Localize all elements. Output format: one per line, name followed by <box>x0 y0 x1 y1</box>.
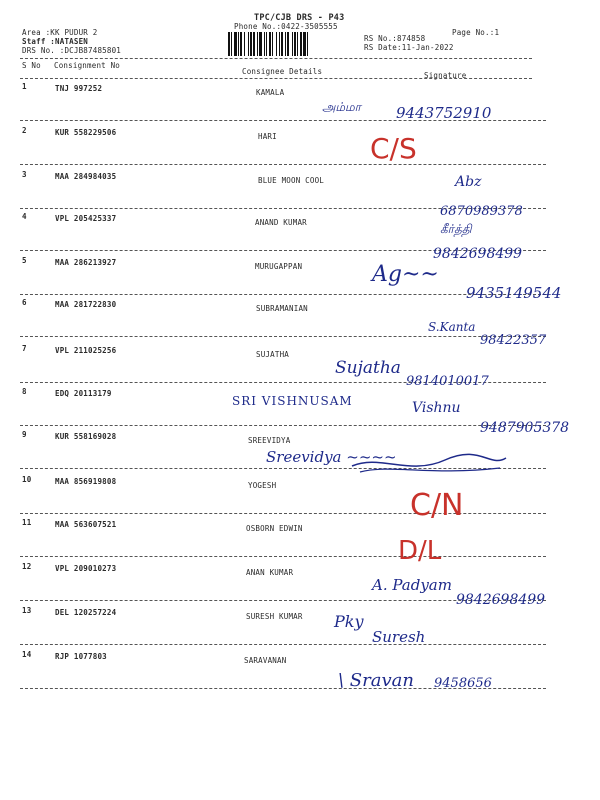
barcode-bar <box>231 32 232 56</box>
row-consignee-name: OSBORN EDWIN <box>246 524 303 533</box>
header-divider-top <box>20 58 532 59</box>
barcode-bar <box>300 32 302 56</box>
staff-label: Staff :NATASEN <box>22 37 89 46</box>
row-consignee-name: ANAND KUMAR <box>255 218 307 227</box>
barcode-bar <box>250 32 252 56</box>
barcode-bar <box>266 32 267 56</box>
row-divider <box>20 513 546 514</box>
row-sno: 4 <box>22 212 27 221</box>
row-consignment-number: MAA 281722830 <box>55 300 117 309</box>
row-sno: 1 <box>22 82 27 91</box>
signature-row-3: Abz <box>455 174 482 190</box>
document-title: TPC/CJB DRS - P43 <box>254 13 345 23</box>
signature-row-14: \ Sravan <box>338 670 414 691</box>
row-sno: 8 <box>22 387 27 396</box>
strikethrough-scribble <box>350 446 510 480</box>
row-consignee-name: ANAN KUMAR <box>246 568 294 577</box>
row-consignment-number: MAA 856919808 <box>55 477 117 486</box>
barcode-bar <box>264 32 265 56</box>
row-consignment-number: KUR 558229506 <box>55 128 117 137</box>
row-sno: 14 <box>22 650 32 659</box>
barcode-bar <box>248 32 249 56</box>
signature-row-8: Vishnu <box>412 400 461 416</box>
row-sno: 5 <box>22 256 27 265</box>
handwritten-phone-8: 9487905378 <box>480 420 570 436</box>
row-divider <box>20 164 546 165</box>
row-divider <box>20 336 546 337</box>
column-consignee: Consignee Details <box>242 67 323 76</box>
row-consignee-name: YOGESH <box>248 481 277 490</box>
handwritten-phone-7: 9814010017 <box>406 374 489 389</box>
row-sno: 9 <box>22 430 27 439</box>
row-divider <box>20 644 546 645</box>
handwritten-mark-dl: D/L <box>398 536 442 566</box>
handwritten-mark-cs: C/S <box>370 132 417 165</box>
row-consignee-name: SURESH KUMAR <box>246 612 303 621</box>
row-divider <box>20 425 546 426</box>
column-consignment: Consignment No <box>54 61 121 70</box>
column-signature: Signature <box>424 71 467 80</box>
handwritten-phone-5: 9435149544 <box>466 284 562 302</box>
row-consignment-number: MAA 563607521 <box>55 520 117 529</box>
row-consignment-number: DEL 120257224 <box>55 608 117 617</box>
signature-row-1: அம்மா <box>322 100 361 114</box>
barcode-bar <box>292 32 293 56</box>
barcode-bar <box>269 32 271 56</box>
barcode-bar <box>259 32 262 56</box>
row-consignment-number: VPL 205425337 <box>55 214 117 223</box>
row-sno: 10 <box>22 475 32 484</box>
area-label: Area :KK PUDUR 2 <box>22 28 98 37</box>
signature-row-13: Pky <box>334 612 364 631</box>
row-consignee-name: KAMALA <box>256 88 285 97</box>
barcode-bar <box>276 32 277 56</box>
row-consignee-name: BLUE MOON COOL <box>258 176 325 185</box>
row-consignee-name: HARI <box>258 132 277 141</box>
row-consignment-number: VPL 211025256 <box>55 346 117 355</box>
barcode-bar <box>294 32 296 56</box>
signature-row-6: S.Kanta <box>428 320 476 334</box>
handwritten-mark-cn: C/N <box>410 488 464 523</box>
row-consignee-name: SARAVANAN <box>244 656 287 665</box>
row-consignment-number: KUR 558169028 <box>55 432 117 441</box>
barcode-bar <box>287 32 289 56</box>
phone-number: Phone No.:0422-3505555 <box>234 22 338 31</box>
signature-row-4: கீர்த்தி <box>440 222 472 236</box>
row-consignee-name: SREEVIDYA <box>248 436 291 445</box>
row-consignment-number: MAA 286213927 <box>55 258 117 267</box>
barcode-bar <box>272 32 273 56</box>
row-sno: 13 <box>22 606 32 615</box>
barcode-bar <box>234 32 237 56</box>
row-consignee-name: SUBRAMANIAN <box>256 304 308 313</box>
handwritten-name-12: A. Padyam <box>372 576 452 594</box>
barcode-bar <box>253 32 255 56</box>
rs-number: RS No.:874858 <box>364 34 426 43</box>
row-consignee-name: SUJATHA <box>256 350 290 359</box>
row-consignment-number: VPL 209010273 <box>55 564 117 573</box>
handwritten-name-7: Sujatha <box>335 358 401 378</box>
row-consignee-name: MURUGAPPAN <box>255 262 303 271</box>
row-divider <box>20 556 546 557</box>
barcode-bar <box>285 32 286 56</box>
row-sno: 2 <box>22 126 27 135</box>
barcode-bar <box>297 32 298 56</box>
signature-row-13b: Suresh <box>372 628 426 646</box>
row-consignment-number: MAA 284984035 <box>55 172 117 181</box>
barcode-bar <box>228 32 230 56</box>
handwritten-phone-14: 9458656 <box>434 676 492 691</box>
row-consignment-number: EDQ 20113179 <box>55 389 112 398</box>
signature-row-9: Sreevidya ~~~~ <box>266 448 397 466</box>
column-sno: S No <box>22 61 41 70</box>
row-sno: 7 <box>22 344 27 353</box>
handwritten-phone-1: 9443752910 <box>396 104 492 122</box>
row-consignment-number: TNJ 997252 <box>55 84 103 93</box>
drs-number: DRS No. :DCJB87485801 <box>22 46 122 55</box>
barcode-image <box>226 31 354 57</box>
rs-date: RS Date:11-Jan-2022 <box>364 43 454 52</box>
barcode-bar <box>307 32 308 56</box>
handwritten-phone-12: 9842698499 <box>456 592 546 608</box>
header-divider-bottom <box>20 78 532 79</box>
barcode-bar <box>279 32 280 56</box>
handwritten-phone-6: 98422357 <box>480 333 547 348</box>
barcode-bar <box>244 32 245 56</box>
handwritten-phone-4b: 9842698499 <box>433 246 523 262</box>
barcode-bar <box>238 32 239 56</box>
barcode-bar <box>240 32 242 56</box>
handwritten-name-8: SRI VISHNUSAM <box>232 394 353 408</box>
barcode-bar <box>303 32 306 56</box>
handwritten-phone-4: 6870989378 <box>440 204 523 219</box>
barcode-bar <box>257 32 258 56</box>
row-consignment-number: RJP 1077803 <box>55 652 107 661</box>
page-number: Page No.:1 <box>452 28 500 37</box>
barcode-bar <box>281 32 283 56</box>
row-sno: 11 <box>22 518 32 527</box>
row-sno: 3 <box>22 170 27 179</box>
row-sno: 12 <box>22 562 32 571</box>
signature-row-5: Ag~~ <box>372 262 439 287</box>
row-sno: 6 <box>22 298 27 307</box>
